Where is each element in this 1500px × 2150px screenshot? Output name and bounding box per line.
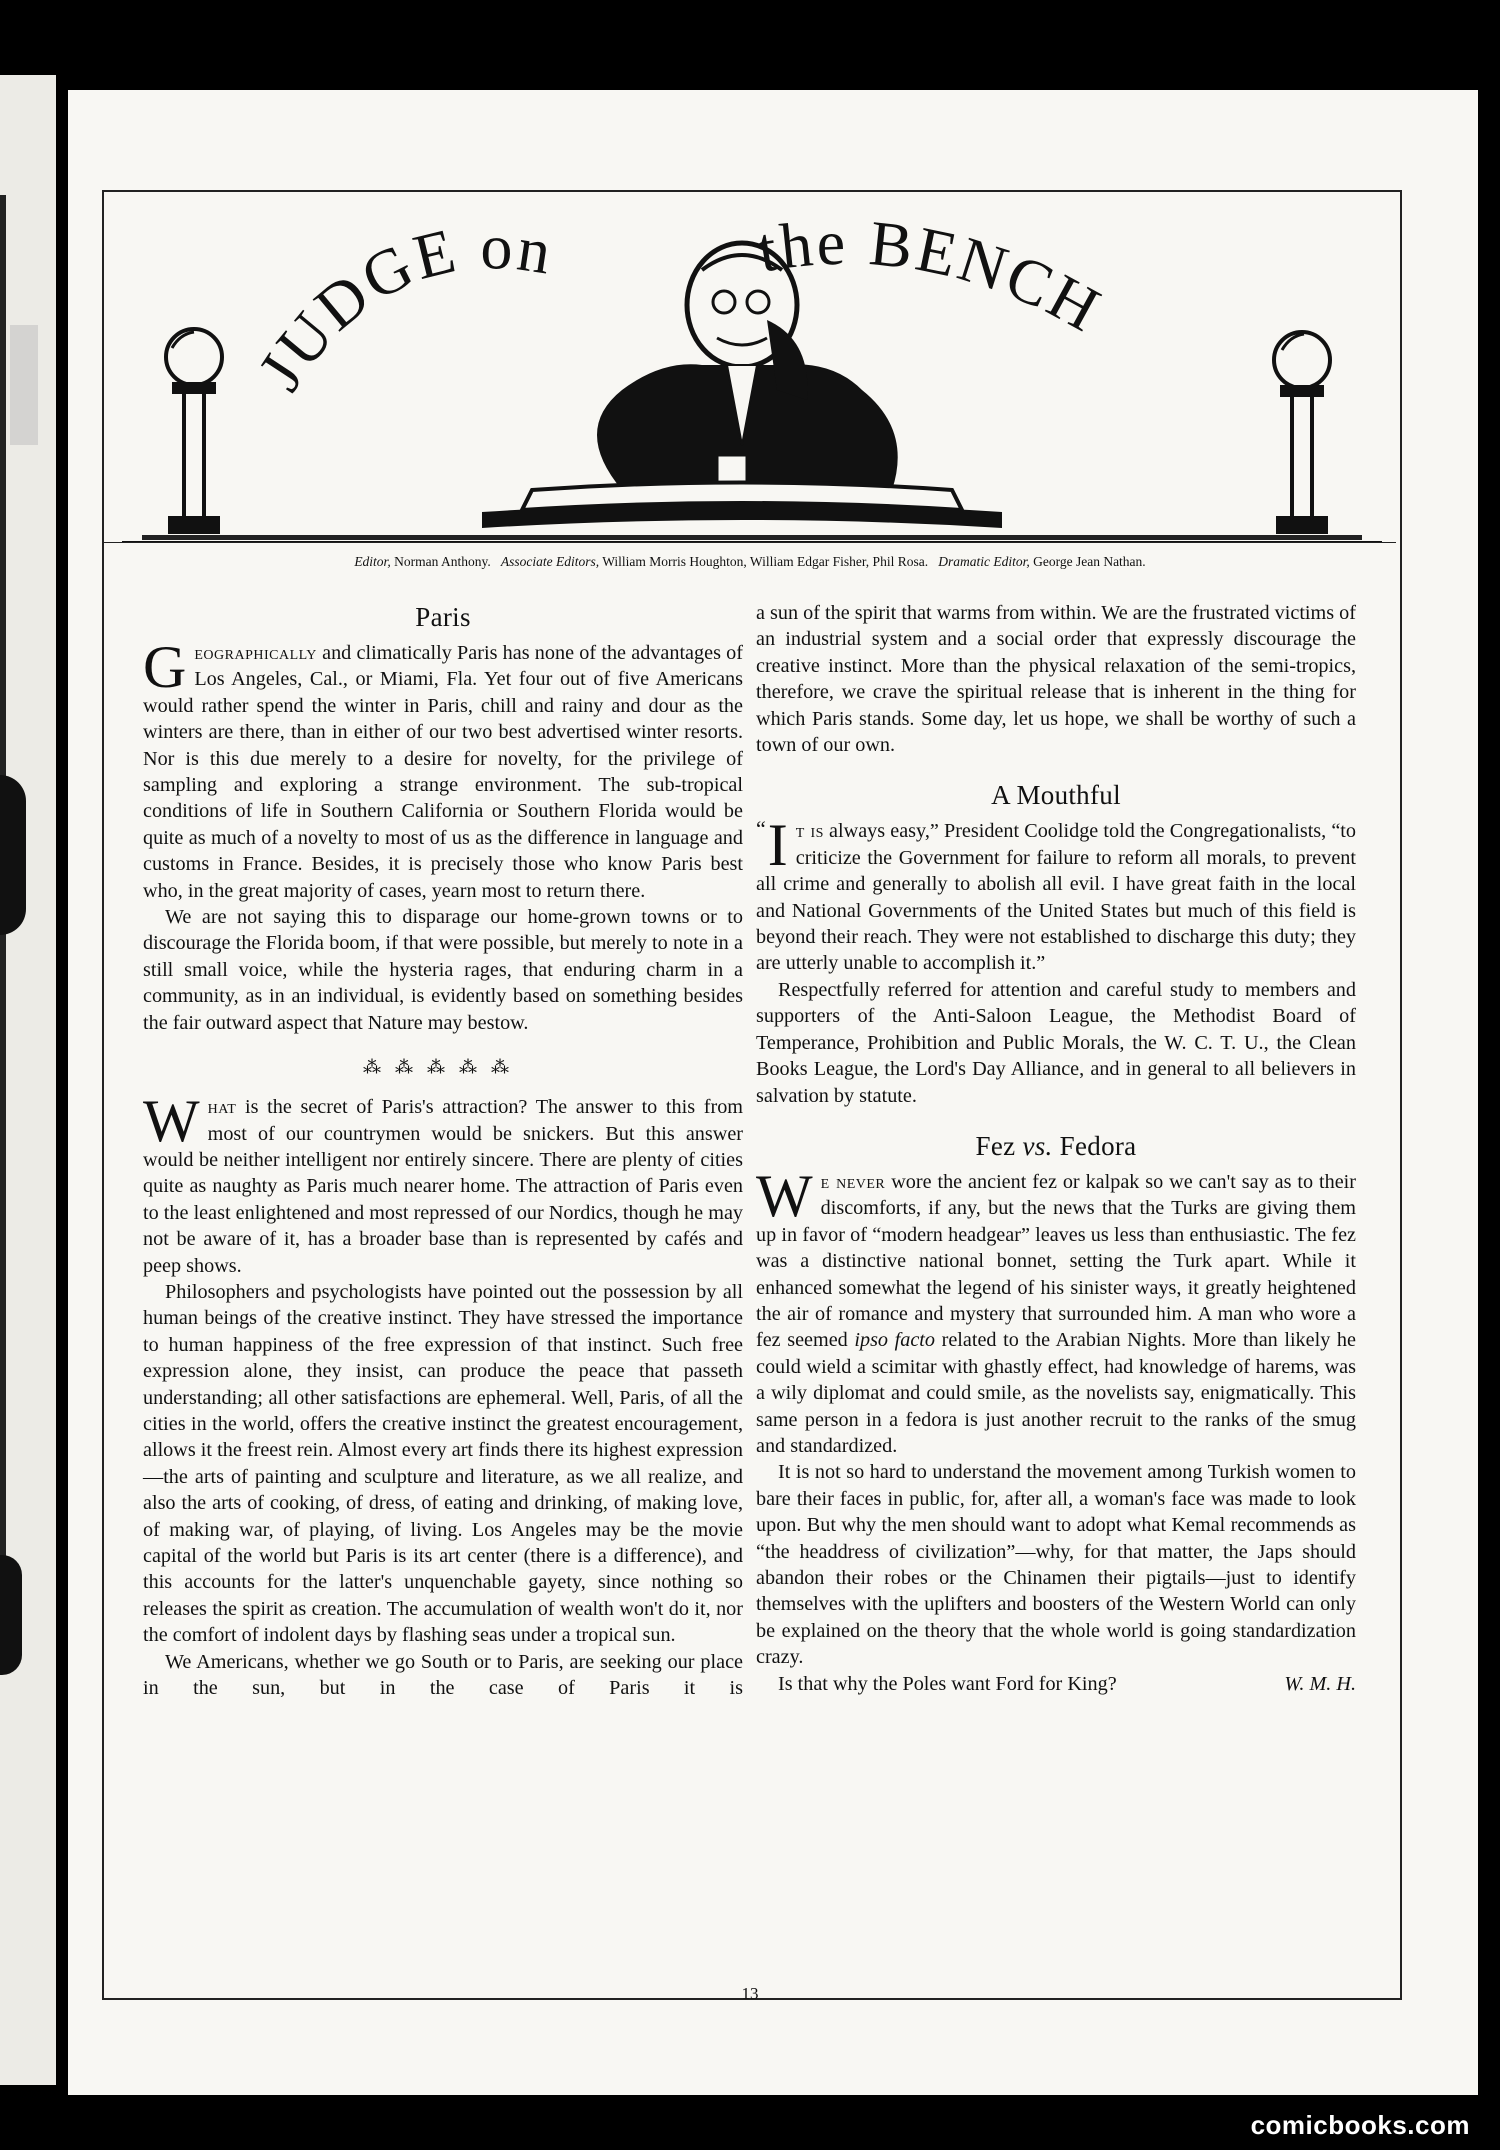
paris-paragraph-3: What is the secret of Paris's attraction? The answer to this from most of our countrymen would be snickers. But this answer would be neither intelligent nor entirely sincere. There are plenty of cities quite as naughty as Paris much nearer home. The attraction of Paris even to the least enlightened and most repressed of our Nordics, though he may not be aware of it, has a broader base than is represented by cafés and peep shows. bbox=[143, 1088, 743, 1277]
bench-icon bbox=[122, 483, 1382, 543]
right-column bbox=[756, 600, 1356, 1697]
article-title-paris: Paris bbox=[415, 602, 471, 632]
editor-label: Editor, bbox=[354, 554, 391, 569]
drop-cap: W bbox=[143, 1088, 200, 1155]
paris-paragraph-5: We Americans, whether we go South or to Paris, are seeking our place in the sun, but in the case of Paris it is bbox=[143, 1650, 743, 1700]
mouthful-paragraph-1: “ I t is always easy,” President Coolidge told the Congregationalists, “to criticize the Government for failure to reform all morals, to prevent all crime and generally to abolish all evil. I have great faith in the local and National Governments of the United States but much of this field is beyond their reach. They were not established to discharge this duty; they are utterly unable to accomplish it.” bbox=[756, 812, 1357, 975]
paris-paragraph-1: Geographically and climatically Paris has none of the advantages of Los Angeles, Cal., or Miami, Fla. Yet four out of five Americans would rather spend the winter in Paris, chill and rainy and dour as the winters are there, than in either of our two best advertised winter resorts. Nor is this due merely to a desire for novelty, for the privilege of sampling and exploring a strange environment. The sub-tropical conditions of life in Southern California or Southern Florida would be quite as much of a novelty to most of us as the difference in language and customs in France. Besides, it is precisely those who know Paris best who, in the great majority of cases, yearn most to return there. bbox=[143, 634, 743, 902]
masthead-illustration bbox=[102, 190, 1398, 550]
fez-paragraph-3: Is that why the Poles want Ford for King? W. M. H. bbox=[756, 1671, 1356, 1697]
associate-editors: William Morris Houghton, William Edgar Fisher, Phil Rosa. bbox=[602, 554, 929, 569]
dramatic-editor-label: Dramatic Editor, bbox=[938, 554, 1030, 569]
drop-cap: I bbox=[767, 812, 788, 879]
associate-editors-label: Associate Editors, bbox=[500, 554, 600, 569]
fez-paragraph-1: We never wore the ancient fez or kalpak so we can't say as to their discomforts, if any, but the news that the Turks are giving them up in favor of “modern headgear” leaves us less than enthusiastic. The fez was a distinctive national bonnet, setting the Turk apart. While it enhanced somewhat the legend of his sinister ways, it greatly heightened the air of romance and mystery that surrounded him. A man who wore a fez seemed ipso facto related to the Arabian Nights. More than likely he could wield a scimitar with ghastly effect, had knowledge of harems, was a wily diplomat and could smile, as the novelists say, enigmatically. This same person in a fedora is just another recruit to the ranks of the smug and standardized. bbox=[756, 1162, 1356, 1457]
paris-paragraph-5-continued: a sun of the spirit that warms from within. We are the frustrated victims of an industrial system and a social order that expressly discourage the creative instinct. More than the physical relaxation of the semi-tropics, therefore, we crave the spiritual release that is inherent in the thing for which Paris stands. Some day, let us hope, we shall be worthy of such a town of our own. bbox=[756, 602, 1356, 757]
judge-figure-icon bbox=[597, 243, 898, 490]
masthead bbox=[102, 190, 1398, 550]
previous-page-edge bbox=[0, 75, 56, 2085]
masthead-rule bbox=[104, 542, 1396, 543]
paris-paragraph-4: Philosophers and psychologists have pointed out the possession by all human beings of the creative instinct. They have stressed the importance to human happiness of the free expression of that instinct. Such free expression alone, they insist, can produce the peace that passeth understanding; all other satisfactions are ephemeral. Well, Paris, of all the cities in the world, offers the creative instinct the greatest encouragement, allows it the freest rein. Almost every art finds there its highest expression—the arts of painting and sculpture and literature, as we all realize, and also the arts of cooking, of dress, of eating and drinking, of making love, of making war, of playing, of living. Los Angeles may be the movie capital of the world but Paris is its art center (there is a difference), and this accounts for the latter's unquenchable gayety, since nothing so releases the spirit as creation. The accumulation of wealth won't do it, nor the comfort of indolent days by flashing seas under a tropical sun. bbox=[143, 1280, 743, 1647]
dramatic-editor: George Jean Nathan. bbox=[1033, 554, 1146, 569]
masthead-title-left: JUDGE on bbox=[244, 211, 559, 403]
fez-paragraph-2: It is not so hard to understand the movement among Turkish women to bare their faces in public, for, after all, a woman's face was made to look upon. But why the men should want to adopt what Kemal recommends as “the headdress of civilization”—why, for that matter, the Japs should abandon their robes or the Chinamen their pigtails—just to identify themselves with the uplifters and boosters of the Western World can only be explained on the theory that the whole world is going standardization crazy. bbox=[756, 1461, 1356, 1669]
author-signature: W. M. H. bbox=[1284, 1672, 1356, 1695]
editorial-credits bbox=[104, 550, 1396, 574]
left-column bbox=[143, 600, 743, 1701]
drop-cap: W bbox=[756, 1162, 813, 1229]
article-title-mouthful: A Mouthful bbox=[991, 780, 1121, 811]
site-watermark: comicbooks.com bbox=[1250, 2110, 1470, 2140]
right-lamp-post-icon bbox=[1274, 332, 1330, 532]
paris-paragraph-2: We are not saying this to disparage our home-grown towns or to discourage the Florida boom, if that were possible, but merely to note in a still small voice, while the hysteria rages, that enduring charm in a community, as in an individual, is evidently based on something besides the fair outward aspect that Nature may bestow. bbox=[143, 906, 743, 1034]
drop-cap: G bbox=[143, 634, 187, 700]
left-lamp-post-icon bbox=[166, 329, 222, 532]
section-divider: ⁂⁂⁂⁂⁂ bbox=[363, 1057, 523, 1078]
masthead-title-right: the BENCH bbox=[752, 206, 1114, 347]
editor-name: Norman Anthony. bbox=[394, 554, 491, 569]
article-title-fez: Fez vs. Fedora bbox=[975, 1130, 1137, 1161]
mouthful-paragraph-2: Respectfully referred for attention and careful study to members and supporters of the Anti-Saloon League, the Methodist Board of Temperance, Prohibition and Public Morals, the W. C. T. U., the Clean Books League, the Lord's Day Alliance, and in general to all believers in salvation by statute. bbox=[756, 978, 1356, 1107]
page-number: 13 bbox=[741, 1984, 759, 2003]
